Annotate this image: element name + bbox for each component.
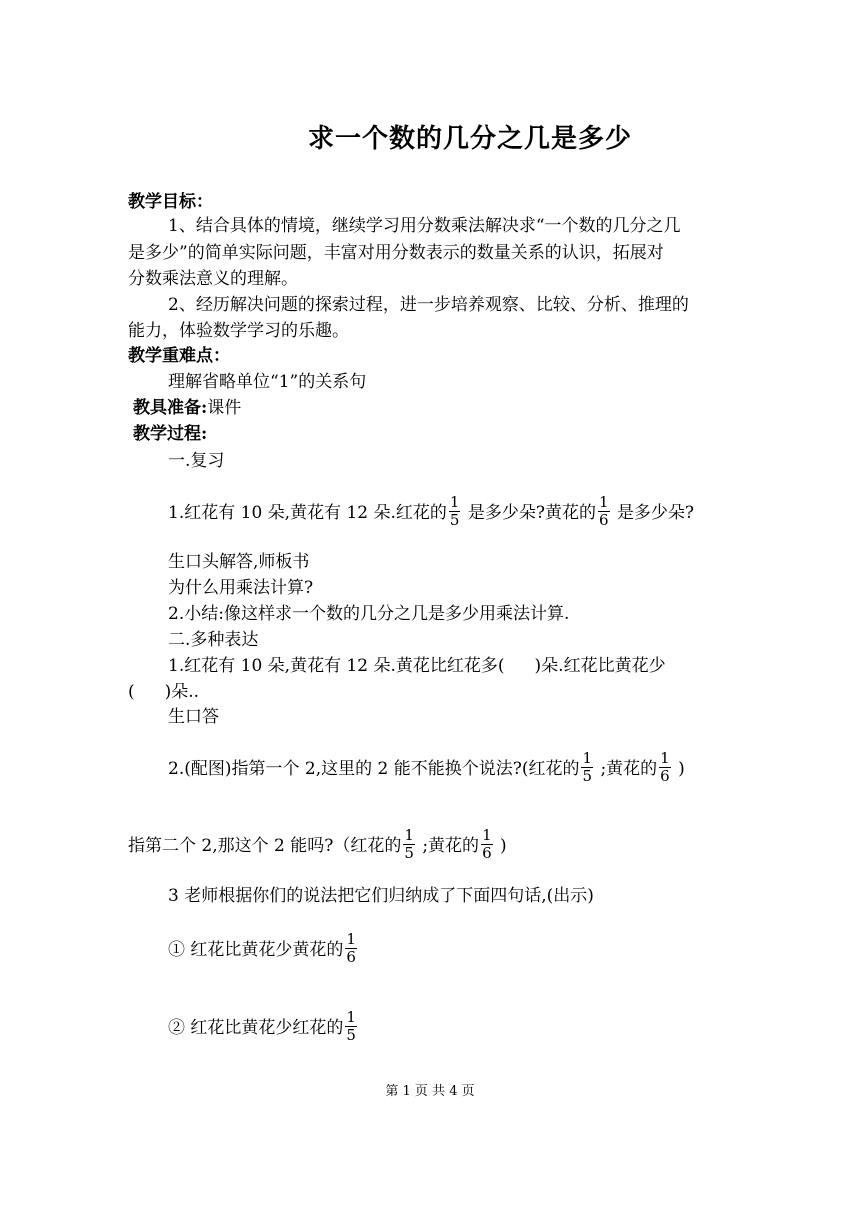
question-1-part-b: 是多少朵?黄花的 <box>467 503 596 523</box>
statement-1: ① 红花比黄花少黄花的 $\frac{1}{6}$ <box>168 930 356 966</box>
question-2-line1: 1.红花有 10 朵,黄花有 12 朵.黄花比红花多( )朵.红花比黄花少 <box>168 656 666 676</box>
goal1-line2: 是多少”的简单实际问题，丰富对用分数表示的数量关系的认识，拓展对 <box>128 243 664 263</box>
question-3: 2.(配图)指第一个 2,这里的 2 能不能换个说法?(红花的 $\frac{1}{5}$ ;黄花的 $\frac{1}{6}$ ) <box>168 749 685 785</box>
page-title: 求一个数的几分之几是多少 <box>307 124 632 154</box>
fraction-one-sixth: $\frac{1}{6}$ <box>346 930 356 966</box>
question-2-line2: ( )朵.. <box>128 682 200 702</box>
tools-label: 教具准备: <box>133 398 208 418</box>
goal2-line1: 2、经历解决问题的探索过程，进一步培养观察、比较、分析、推理的 <box>168 295 689 315</box>
heading-process: 教学过程: <box>133 424 208 444</box>
fraction-one-sixth: $\frac{1}{6}$ <box>660 749 670 785</box>
why-question: 为什么用乘法计算? <box>168 578 314 598</box>
summary: 2.小结:像这样求一个数的几分之几是多少用乘法计算. <box>168 604 570 624</box>
goal1-line3: 分数乘法意义的理解。 <box>128 269 298 289</box>
fraction-one-sixth: $\frac{1}{6}$ <box>598 493 609 529</box>
question-1-part-a: 1.红花有 10 朵,黄花有 12 朵.红花的 <box>168 503 447 523</box>
question-5: 3 老师根据你们的说法把它们归纳成了下面四句话,(出示) <box>168 886 594 906</box>
heading-key-points: 教学重难点： <box>128 346 230 366</box>
heading-goals: 教学目标： <box>128 192 213 212</box>
tools-line <box>133 396 241 420</box>
question-4: 指第二个 2,那这个 2 能吗?（红花的 $\frac{1}{5}$ ;黄花的 $\frac{1}{6}$ ) <box>128 826 507 862</box>
statement-2: ② 红花比黄花少红花的 $\frac{1}{5}$ <box>168 1008 356 1044</box>
answer-1: 生口头解答,师板书 <box>168 552 310 572</box>
fraction-one-fifth: $\frac{1}{5}$ <box>582 749 593 785</box>
fraction-one-sixth: $\frac{1}{6}$ <box>482 826 492 862</box>
answer-2: 生口答 <box>168 707 219 727</box>
goal1-line1: 1、结合具体的情境，继续学习用分数乘法解决求“一个数的几分之几 <box>168 216 681 236</box>
page-footer: 第 1 页 共 4 页 <box>385 1084 475 1099</box>
section-expressions: 二.多种表达 <box>168 630 259 650</box>
fraction-one-fifth: $\frac{1}{5}$ <box>346 1008 356 1044</box>
section-review: 一.复习 <box>168 451 225 471</box>
question-1 <box>168 493 695 531</box>
fraction-one-fifth: $\frac{1}{5}$ <box>404 826 414 862</box>
goal2-line2: 能力，体验数学学习的乐趣。 <box>128 321 349 341</box>
key-points-text: 理解省略单位“1”的关系句 <box>168 372 367 392</box>
tools-text: 课件 <box>207 398 242 418</box>
question-1-part-c: 是多少朵? <box>616 503 695 523</box>
fraction-one-fifth: $\frac{1}{5}$ <box>449 493 460 529</box>
